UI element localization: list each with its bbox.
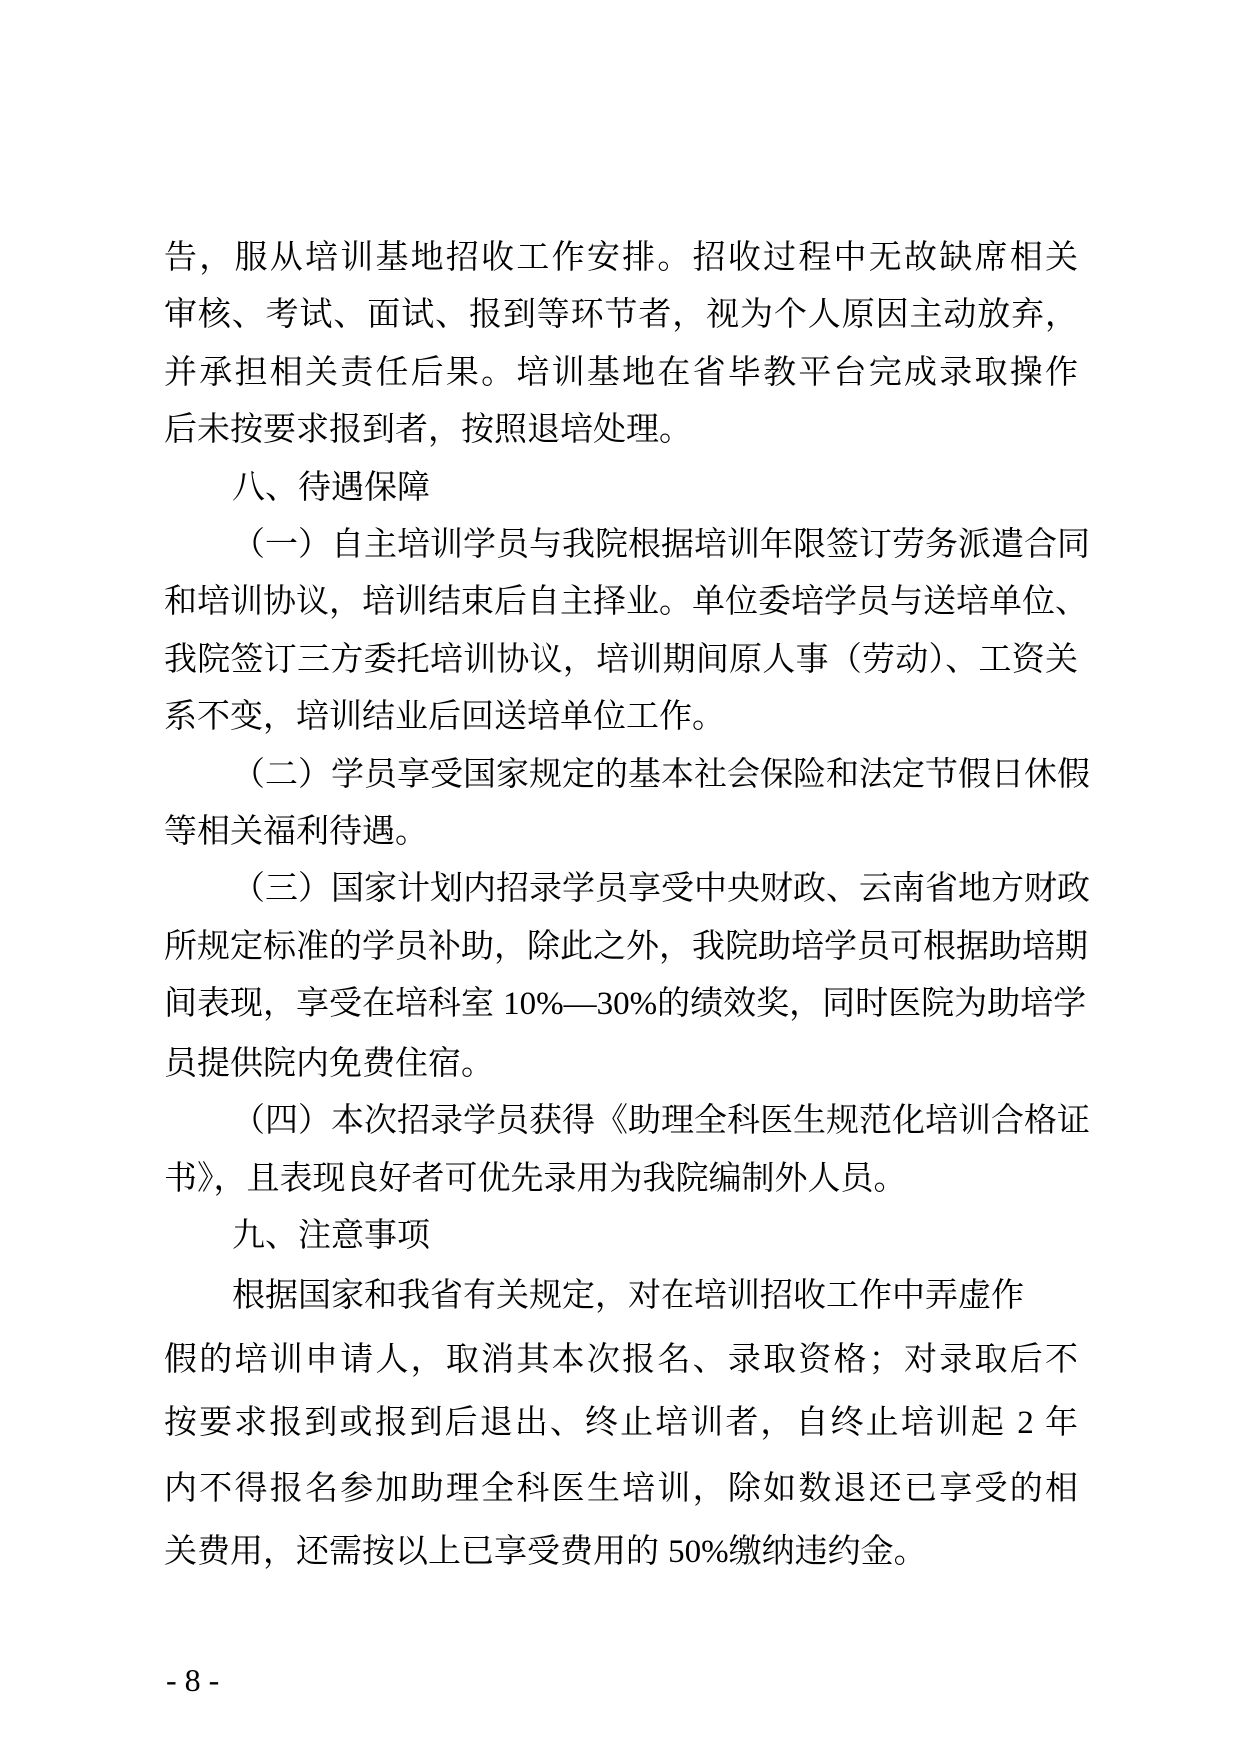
doc-line: 关费用，还需按以上已享受费用的 50%缴纳违约金。 <box>164 1532 927 1571</box>
doc-line: 审核、考试、面试、报到等环节者，视为个人原因主动放弃， <box>164 295 1078 333</box>
doc-line: （一）自主培训学员与我院根据培训年限签订劳务派遣合同 <box>232 525 1090 563</box>
doc-line: （四）本次招录学员获得《助理全科医生规范化培训合格证 <box>232 1101 1090 1139</box>
doc-line: 按要求报到或报到后退出、终止培训者，自终止培训起 2 年 <box>164 1403 1079 1442</box>
doc-line: 系不变，培训结业后回送培单位工作。 <box>164 697 725 735</box>
document-section-top <box>164 228 1090 1263</box>
doc-line: 书》，且表现良好者可优先录用为我院编制外人员。 <box>164 1158 907 1196</box>
doc-line: 告，服从培训基地招收工作安排。招收过程中无故缺席相关 <box>164 238 1078 275</box>
document-section-bottom <box>164 1263 1078 1585</box>
doc-line: （二）学员享受国家规定的基本社会保险和法定节假日休假 <box>232 754 1090 792</box>
doc-line: 并承担相关责任后果。培训基地在省毕教平台完成录取操作 <box>164 352 1078 390</box>
doc-line: （三）国家计划内招录学员享受中央财政、云南省地方财政 <box>232 869 1090 907</box>
doc-line: 我院签订三方委托培训协议，培训期间原人事（劳动）、工资关 <box>164 639 1078 677</box>
document-body <box>164 228 1090 1585</box>
doc-line: 所规定标准的学员补助，除此之外，我院助培学员可根据助培期 <box>164 926 1088 964</box>
doc-line: 根据国家和我省有关规定，对在培训招收工作中弄虚作 <box>232 1276 1024 1314</box>
doc-line: 后未按要求报到者，按照退培处理。 <box>164 410 692 448</box>
section-heading-8: 八、待遇保障 <box>232 467 430 505</box>
doc-line: 等相关福利待遇。 <box>164 812 428 850</box>
doc-line: 员提供院内免费住宿。 <box>164 1043 494 1081</box>
doc-line: 间表现，享受在培科室 10%—30%的绩效奖，同时医院为助培学 <box>164 984 1087 1023</box>
section-heading-9: 九、注意事项 <box>232 1215 430 1253</box>
doc-line: 假的培训申请人，取消其本次报名、录取资格；对录取后不 <box>164 1339 1078 1377</box>
doc-line: 内不得报名参加助理全科医生培训，除如数退还已享受的相 <box>164 1468 1078 1506</box>
doc-line: 和培训协议，培训结束后自主择业。单位委培学员与送培单位、 <box>164 582 1088 620</box>
page-number: - 8 - <box>166 1662 220 1698</box>
